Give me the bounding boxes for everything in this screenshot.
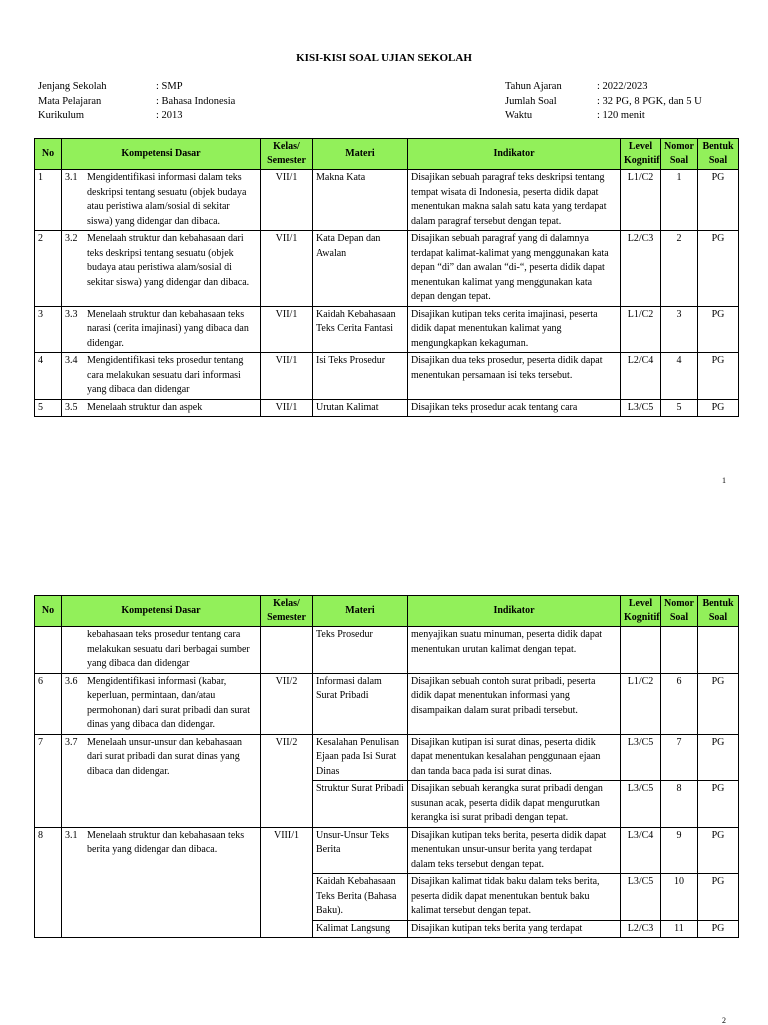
meta-row <box>38 95 235 110</box>
kd-number: 3.5 <box>65 401 78 413</box>
cell-level: L3/C5 <box>621 874 661 921</box>
cell-indikator: Disajikan kalimat tidak baku dalam teks berita, peserta didik dapat menentukan bentuk baku kalimat tersebut dengan tepat. <box>408 874 621 921</box>
table-header-row <box>35 139 739 170</box>
cell-no: 7 <box>35 734 62 827</box>
page-number: 1 <box>722 476 726 485</box>
cell-materi: Kalimat Langsung <box>313 920 408 938</box>
cell-materi: Teks Prosedur <box>313 627 408 674</box>
cell-indikator: Disajikan dua teks prosedur, peserta didik dapat menentukan persamaan isi teks tersebut. <box>408 353 621 400</box>
cell-bentuk: PG <box>698 673 739 734</box>
cell-level <box>621 627 661 674</box>
cell-level: L2/C4 <box>621 353 661 400</box>
cell-nomor: 5 <box>661 399 698 417</box>
header-indikator: Indikator <box>408 596 621 627</box>
cell-bentuk: PG <box>698 920 739 938</box>
cell-kompetensi-dasar <box>62 827 261 938</box>
header-bentuk-soal: Bentuk Soal <box>698 139 739 170</box>
header-kelas-semester: Kelas/ Semester <box>261 139 313 170</box>
cell-bentuk: PG <box>698 306 739 353</box>
cell-kelas: VIII/1 <box>261 827 313 938</box>
cell-bentuk: PG <box>698 399 739 417</box>
cell-bentuk: PG <box>698 734 739 781</box>
meta-value: : 120 menit <box>597 110 645 121</box>
header-kelas-semester: Kelas/ Semester <box>261 596 313 627</box>
cell-kompetensi-dasar <box>62 734 261 827</box>
cell-bentuk: PG <box>698 170 739 231</box>
cell-indikator: Disajikan sebuah kerangka surat pribadi dengan susunan acak, peserta didik dapat mengurutkan kerangka isi surat pribadi dengan tepat. <box>408 781 621 828</box>
cell-nomor: 9 <box>661 827 698 874</box>
cell-level: L3/C5 <box>621 399 661 417</box>
kd-text: Menelaah struktur dan kebahasaan teks berita yang didengar dan dibaca. <box>87 829 245 855</box>
cell-kelas: VII/1 <box>261 231 313 307</box>
kompetensi-dasar <box>65 736 257 780</box>
meta-value: : 2013 <box>156 110 183 121</box>
cell-materi: Urutan Kalimat <box>313 399 408 417</box>
cell-indikator: Disajikan sebuah paragraf teks deskripsi tentang tempat wisata di Indonesia, peserta didik dapat menentukan makna salah satu kata yang terdapat dalam paragraf tersebut dengan tepat. <box>408 170 621 231</box>
kompetensi-dasar <box>65 354 257 398</box>
cell-kelas: VII/2 <box>261 734 313 827</box>
cell-nomor: 8 <box>661 781 698 828</box>
cell-kompetensi-dasar <box>62 353 261 400</box>
table-row <box>35 170 739 231</box>
cell-bentuk: PG <box>698 231 739 307</box>
cell-indikator: menyajikan suatu minuman, peserta didik dapat menentukan urutan kalimat dengan tepat. <box>408 627 621 674</box>
table-row <box>35 827 739 874</box>
cell-materi: Struktur Surat Pribadi <box>313 781 408 828</box>
meta-label: Waktu <box>505 110 533 121</box>
kompetensi-dasar <box>65 232 257 290</box>
cell-no: 1 <box>35 170 62 231</box>
header-kompetensi-dasar: Kompetensi Dasar <box>62 596 261 627</box>
header-nomor-soal: Nomor Soal <box>661 139 698 170</box>
meta-label: Tahun Ajaran <box>505 81 562 92</box>
cell-nomor: 6 <box>661 673 698 734</box>
meta-label: Kurikulum <box>38 110 85 121</box>
header-level-kognitif: Level Kognitif <box>621 596 661 627</box>
cell-indikator: Disajikan kutipan teks berita, peserta didik dapat menentukan unsur-unsur berita yang terdapat dalam teks tersebut dengan tepat. <box>408 827 621 874</box>
kd-number: 3.2 <box>65 233 78 244</box>
kd-text: Menelaah unsur-unsur dan kebahasaan dari surat pribadi dan surat dinas yang dibaca dan didengar. <box>87 736 243 777</box>
meta-left <box>38 80 235 124</box>
cell-bentuk: PG <box>698 827 739 874</box>
meta-value: : SMP <box>156 81 183 92</box>
page-number: 2 <box>722 1016 726 1025</box>
header-kompetensi-dasar: Kompetensi Dasar <box>62 139 261 170</box>
cell-no: 6 <box>35 673 62 734</box>
kd-text: Menelaah struktur dan aspek <box>87 401 203 413</box>
kompetensi-dasar <box>65 401 257 416</box>
cell-nomor <box>661 627 698 674</box>
cell-level: L1/C2 <box>621 170 661 231</box>
kd-number: 3.7 <box>65 736 78 748</box>
meta-label: Mata Pelajaran <box>38 95 102 107</box>
cell-indikator: Disajikan teks prosedur acak tentang cara <box>408 399 621 417</box>
cell-kelas: VII/1 <box>261 306 313 353</box>
table-row <box>35 734 739 781</box>
cell-level: L3/C5 <box>621 781 661 828</box>
cell-indikator: Disajikan kutipan isi surat dinas, peserta didik dapat menentukan kesalahan penggunaan ejaan dan tanda baca pada isi surat dinas. <box>408 734 621 781</box>
meta-right <box>505 80 702 124</box>
cell-kelas <box>261 627 313 674</box>
document-title: KISI-KISI SOAL UJIAN SEKOLAH <box>296 52 472 64</box>
header-indikator: Indikator <box>408 139 621 170</box>
cell-nomor: 11 <box>661 920 698 938</box>
cell-materi: Kesalahan Penulisan Ejaan pada Isi Surat Dinas <box>313 734 408 781</box>
cell-bentuk: PG <box>698 353 739 400</box>
header-materi: Materi <box>313 139 408 170</box>
kd-text: Menelaah struktur dan kebahasaan dari teks deskripsi tentang sesuatu (objek budaya atau peristiwa alam/sosial di sekitar siswa) yang didengar dan dibaca. <box>87 233 250 288</box>
cell-nomor: 1 <box>661 170 698 231</box>
cell-indikator: Disajikan sebuah paragraf yang di dalamnya terdapat kalimat-kalimat yang menggunakan kata depan “di” dan awalan “di-“, peserta didik dapat menentukan kalimat yang menggunakan kata depan dengan tepat. <box>408 231 621 307</box>
cell-nomor: 10 <box>661 874 698 921</box>
cell-materi: Kaidah Kebahasaan Teks Berita (Bahasa Baku). <box>313 874 408 921</box>
cell-bentuk: PG <box>698 874 739 921</box>
kd-text: Mengidentifikasi informasi dalam teks deskripsi tentang sesuatu (objek budaya atau peristiwa alam/sosial di sekitar siswa) yang didengar dan dibaca. <box>87 172 247 227</box>
cell-no: 3 <box>35 306 62 353</box>
cell-indikator: Disajikan kutipan teks cerita imajinasi, peserta didik dapat menentukan kalimat yang mengungkapkan kekaguman. <box>408 306 621 353</box>
table-row <box>35 306 739 353</box>
kd-number: 3.6 <box>65 675 78 687</box>
cell-nomor: 3 <box>661 306 698 353</box>
table-row <box>35 627 739 674</box>
cell-bentuk: PG <box>698 781 739 828</box>
meta-row <box>505 80 702 95</box>
meta-row <box>505 95 702 110</box>
kisi-kisi-table-page-2 <box>34 595 739 938</box>
header-nomor-soal: Nomor Soal <box>661 596 698 627</box>
meta-value: : 32 PG, 8 PGK, dan 5 U <box>597 95 702 107</box>
cell-indikator: Disajikan sebuah contoh surat pribadi, peserta didik dapat menentukan informasi yang disampaikan dalam surat pribadi tersebut. <box>408 673 621 734</box>
cell-kompetensi-dasar <box>62 673 261 734</box>
cell-level: L3/C5 <box>621 734 661 781</box>
cell-level: L1/C2 <box>621 306 661 353</box>
cell-materi: Informasi dalam Surat Pribadi <box>313 673 408 734</box>
kd-number: 3.3 <box>65 308 78 320</box>
cell-kelas: VII/1 <box>261 353 313 400</box>
cell-kelas: VII/1 <box>261 399 313 417</box>
meta-label: Jenjang Sekolah <box>38 81 107 92</box>
cell-level: L2/C3 <box>621 231 661 307</box>
table-row <box>35 673 739 734</box>
header-level-kognitif: Level Kognitif <box>621 139 661 170</box>
meta-row <box>38 109 235 124</box>
kd-number: 3.1 <box>65 172 78 183</box>
kd-text: Mengidentifikasi teks prosedur tentang cara melakukan sesuatu dari informasi yang dibaca dan didengar <box>87 355 244 395</box>
header-materi: Materi <box>313 596 408 627</box>
cell-kompetensi-dasar <box>62 306 261 353</box>
cell-kompetensi-dasar: kebahasaan teks prosedur tentang cara melakukan sesuatu dari berbagai sumber yang dibaca dan didengar <box>62 627 261 674</box>
meta-label: Jumlah Soal <box>505 95 557 107</box>
cell-no: 8 <box>35 827 62 938</box>
cell-bentuk <box>698 627 739 674</box>
header-bentuk-soal: Bentuk Soal <box>698 596 739 627</box>
kd-number: 3.4 <box>65 355 78 366</box>
cell-level: L2/C3 <box>621 920 661 938</box>
kisi-kisi-table-page-1 <box>34 138 739 417</box>
header-no: No <box>35 139 62 170</box>
table-row <box>35 353 739 400</box>
kompetensi-dasar <box>65 829 257 858</box>
meta-row <box>38 80 235 95</box>
cell-materi: Isi Teks Prosedur <box>313 353 408 400</box>
cell-no: 2 <box>35 231 62 307</box>
cell-no: 4 <box>35 353 62 400</box>
cell-no <box>35 627 62 674</box>
kd-text: Menelaah struktur dan kebahasaan teks narasi (cerita imajinasi) yang dibaca dan didengar. <box>87 308 249 349</box>
cell-kompetensi-dasar <box>62 231 261 307</box>
meta-value: : Bahasa Indonesia <box>156 95 236 107</box>
kompetensi-dasar <box>65 171 257 229</box>
meta-row <box>505 109 702 124</box>
cell-indikator: Disajikan kutipan teks berita yang terdapat <box>408 920 621 938</box>
cell-materi: Kaidah Kebahasaan Teks Cerita Fantasi <box>313 306 408 353</box>
kd-number: 3.1 <box>65 829 78 841</box>
table-header-row <box>35 596 739 627</box>
cell-materi: Kata Depan dan Awalan <box>313 231 408 307</box>
cell-no: 5 <box>35 399 62 417</box>
table-row <box>35 231 739 307</box>
cell-kompetensi-dasar <box>62 399 261 417</box>
cell-kelas: VII/1 <box>261 170 313 231</box>
cell-nomor: 7 <box>661 734 698 781</box>
cell-nomor: 2 <box>661 231 698 307</box>
cell-nomor: 4 <box>661 353 698 400</box>
kd-text: Mengidentifikasi informasi (kabar, keperluan, permintaan, dan/atau permohonan) dari surat pribadi dan surat dinas yang dibaca dan didengar. <box>87 675 251 730</box>
kompetensi-dasar <box>65 675 257 733</box>
kompetensi-dasar <box>65 308 257 352</box>
cell-level: L3/C4 <box>621 827 661 874</box>
cell-materi: Unsur-Unsur Teks Berita <box>313 827 408 874</box>
table-row <box>35 399 739 417</box>
header-no: No <box>35 596 62 627</box>
cell-materi: Makna Kata <box>313 170 408 231</box>
meta-value: : 2022/2023 <box>597 81 648 92</box>
cell-kompetensi-dasar <box>62 170 261 231</box>
cell-level: L1/C2 <box>621 673 661 734</box>
cell-kelas: VII/2 <box>261 673 313 734</box>
